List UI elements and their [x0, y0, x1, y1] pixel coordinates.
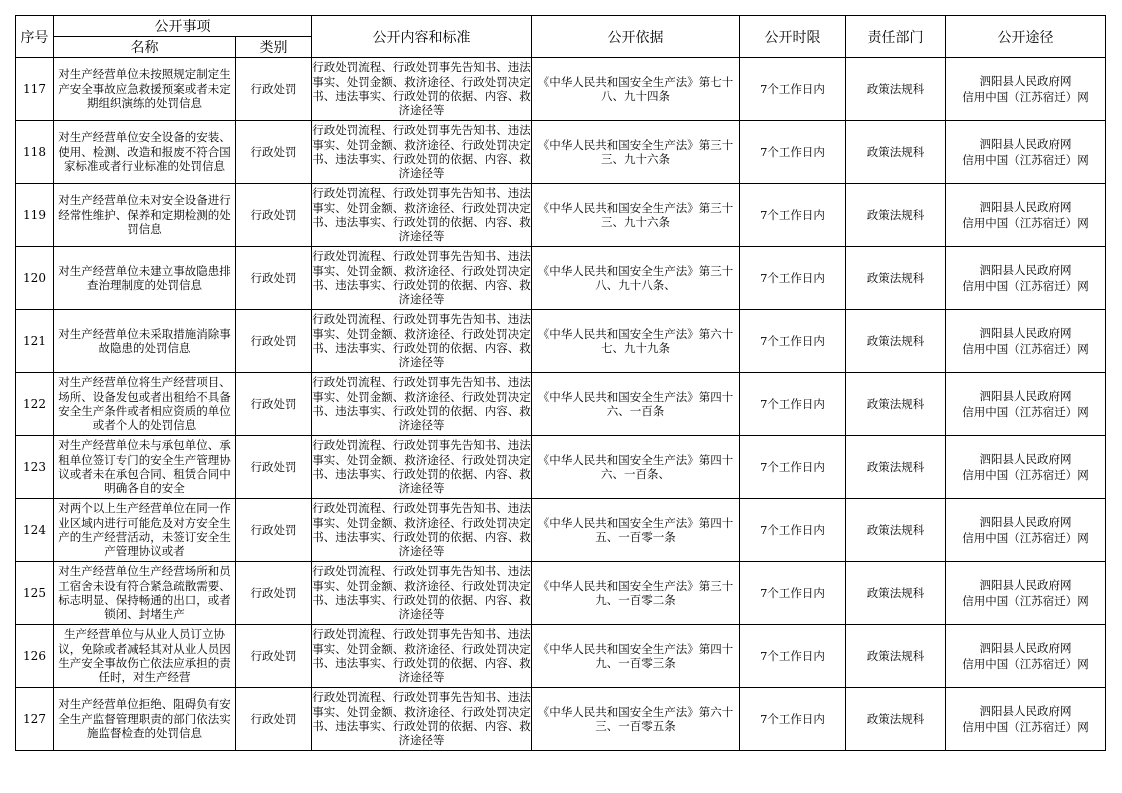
item-name-text: 对两个以上生产经营单位在同一作业区域内进行可能危及对方安全生产的生产经营活动，未签订安全生产管理协议或者 [58, 501, 231, 559]
channel-gov-site: 泗阳县人民政府网 [979, 641, 1072, 655]
item-name-text: 对生产经营单位未对安全设备进行经常性维护、保养和定期检测的处罚信息 [58, 193, 231, 237]
disclosure-content [312, 562, 532, 625]
table-row [16, 625, 1106, 688]
time-limit: 7个工作日内 [740, 184, 846, 247]
header-name: 名称 [54, 37, 236, 58]
item-name-text: 对生产经营单位未按照规定制定生产安全事故应急救援预案或者未定期组织演练的处罚信息 [58, 67, 231, 111]
legal-basis: 《中华人民共和国安全生产法》第六十三、一百零五条 [532, 688, 740, 751]
responsible-department: 政策法规科 [846, 121, 946, 184]
item-category: 行政处罚 [236, 436, 312, 499]
table-row [16, 184, 1106, 247]
channel-gov-site: 泗阳县人民政府网 [979, 263, 1072, 277]
item-name-text: 对生产经营单位未建立事故隐患排查治理制度的处罚信息 [58, 263, 231, 292]
item-category: 行政处罚 [236, 184, 312, 247]
disclosure-content [312, 499, 532, 562]
channel-gov-site: 泗阳县人民政府网 [979, 515, 1072, 529]
row-number: 121 [16, 310, 54, 373]
channel-credit-site: 信用中国（江苏宿迁）网 [962, 405, 1089, 419]
disclosure-content [312, 625, 532, 688]
item-name [54, 247, 236, 310]
responsible-department: 政策法规科 [846, 184, 946, 247]
responsible-department: 政策法规科 [846, 436, 946, 499]
item-category: 行政处罚 [236, 121, 312, 184]
disclosure-content [312, 373, 532, 436]
item-name-text: 对生产经营单位生产经营场所和员工宿舍未设有符合紧急疏散需要、标志明显、保持畅通的出口，或者锁闭、封堵生产 [58, 564, 231, 622]
channel-gov-site: 泗阳县人民政府网 [979, 137, 1072, 151]
item-name-text: 对生产经营单位拒绝、阻碍负有安全生产监督管理职责的部门依法实施监督检查的处罚信息 [58, 697, 231, 741]
row-number: 120 [16, 247, 54, 310]
item-name [54, 58, 236, 121]
disclosure-content-text: 行政处罚流程、行政处罚事先告知书、违法事实、处罚金额、救济途径、行政处罚决定书、违法事实、行政处罚的依据、内容、救济途径等 [312, 312, 531, 370]
channel-credit-site: 信用中国（江苏宿迁）网 [962, 342, 1089, 356]
time-limit: 7个工作日内 [740, 499, 846, 562]
item-name-text: 对生产经营单位安全设备的安装、使用、检测、改造和报废不符合国家标准或者行业标准的处罚信息 [58, 130, 231, 174]
legal-basis: 《中华人民共和国安全生产法》第三十九、一百零二条 [532, 562, 740, 625]
item-category: 行政处罚 [236, 310, 312, 373]
channel-credit-site: 信用中国（江苏宿迁）网 [962, 531, 1089, 545]
responsible-department: 政策法规科 [846, 688, 946, 751]
table-row [16, 247, 1106, 310]
disclosure-content-text: 行政处罚流程、行政处罚事先告知书、违法事实、处罚金额、救济途径、行政处罚决定书、违法事实、行政处罚的依据、内容、救济途径等 [312, 123, 531, 181]
legal-basis: 《中华人民共和国安全生产法》第四十六、一百条 [532, 373, 740, 436]
table-row [16, 562, 1106, 625]
legal-basis: 《中华人民共和国安全生产法》第四十九、一百零三条 [532, 625, 740, 688]
legal-basis: 《中华人民共和国安全生产法》第三十三、九十六条 [532, 121, 740, 184]
time-limit: 7个工作日内 [740, 688, 846, 751]
channel-credit-site: 信用中国（江苏宿迁）网 [962, 657, 1089, 671]
item-name [54, 373, 236, 436]
table-body [16, 58, 1106, 751]
item-name-text: 对生产经营单位将生产经营项目、场所、设备发包或者出租给不具备安全生产条件或者相应资质的单位或者个人的处罚信息 [58, 375, 231, 433]
item-category: 行政处罚 [236, 625, 312, 688]
header-content: 公开内容和标准 [312, 16, 532, 58]
item-category: 行政处罚 [236, 562, 312, 625]
disclosure-content-text: 行政处罚流程、行政处罚事先告知书、违法事实、处罚金额、救济途径、行政处罚决定书、违法事实、行政处罚的依据、内容、救济途径等 [312, 564, 531, 622]
item-name [54, 688, 236, 751]
item-name-text: 对生产经营单位未采取措施消除事故隐患的处罚信息 [58, 326, 231, 355]
table-row [16, 58, 1106, 121]
disclosure-channel [946, 562, 1106, 625]
row-number: 122 [16, 373, 54, 436]
row-number: 123 [16, 436, 54, 499]
item-category: 行政处罚 [236, 499, 312, 562]
disclosure-channel [946, 58, 1106, 121]
channel-gov-site: 泗阳县人民政府网 [979, 326, 1072, 340]
disclosure-content [312, 58, 532, 121]
header-basis: 公开依据 [532, 16, 740, 58]
disclosure-content-text: 行政处罚流程、行政处罚事先告知书、违法事实、处罚金额、救济途径、行政处罚决定书、违法事实、行政处罚的依据、内容、救济途径等 [312, 60, 531, 118]
responsible-department: 政策法规科 [846, 499, 946, 562]
responsible-department: 政策法规科 [846, 310, 946, 373]
item-category: 行政处罚 [236, 247, 312, 310]
disclosure-channel [946, 625, 1106, 688]
disclosure-channel [946, 688, 1106, 751]
disclosure-table [15, 15, 1106, 751]
item-name [54, 499, 236, 562]
item-name [54, 436, 236, 499]
disclosure-content-text: 行政处罚流程、行政处罚事先告知书、违法事实、处罚金额、救济途径、行政处罚决定书、违法事实、行政处罚的依据、内容、救济途径等 [312, 249, 531, 307]
channel-credit-site: 信用中国（江苏宿迁）网 [962, 279, 1089, 293]
item-category: 行政处罚 [236, 688, 312, 751]
legal-basis: 《中华人民共和国安全生产法》第三十三、九十六条 [532, 184, 740, 247]
row-number: 119 [16, 184, 54, 247]
disclosure-content [312, 121, 532, 184]
header-category: 类别 [236, 37, 312, 58]
disclosure-content-text: 行政处罚流程、行政处罚事先告知书、违法事实、处罚金额、救济途径、行政处罚决定书、违法事实、行政处罚的依据、内容、救济途径等 [312, 690, 531, 748]
row-number: 118 [16, 121, 54, 184]
item-name [54, 121, 236, 184]
responsible-department: 政策法规科 [846, 58, 946, 121]
legal-basis: 《中华人民共和国安全生产法》第六十七、九十九条 [532, 310, 740, 373]
disclosure-content [312, 310, 532, 373]
channel-credit-site: 信用中国（江苏宿迁）网 [962, 153, 1089, 167]
disclosure-content [312, 688, 532, 751]
channel-credit-site: 信用中国（江苏宿迁）网 [962, 216, 1089, 230]
disclosure-content-text: 行政处罚流程、行政处罚事先告知书、违法事实、处罚金额、救济途径、行政处罚决定书、违法事实、行政处罚的依据、内容、救济途径等 [312, 186, 531, 244]
disclosure-content [312, 184, 532, 247]
table-row [16, 688, 1106, 751]
time-limit: 7个工作日内 [740, 436, 846, 499]
row-number: 127 [16, 688, 54, 751]
disclosure-content [312, 436, 532, 499]
item-name [54, 310, 236, 373]
header-seq: 序号 [16, 16, 54, 58]
disclosure-content-text: 行政处罚流程、行政处罚事先告知书、违法事实、处罚金额、救济途径、行政处罚决定书、违法事实、行政处罚的依据、内容、救济途径等 [312, 438, 531, 496]
channel-credit-site: 信用中国（江苏宿迁）网 [962, 90, 1089, 104]
channel-gov-site: 泗阳县人民政府网 [979, 704, 1072, 718]
disclosure-content-text: 行政处罚流程、行政处罚事先告知书、违法事实、处罚金额、救济途径、行政处罚决定书、违法事实、行政处罚的依据、内容、救济途径等 [312, 627, 531, 685]
table-row [16, 499, 1106, 562]
table-row [16, 436, 1106, 499]
channel-gov-site: 泗阳县人民政府网 [979, 578, 1072, 592]
channel-gov-site: 泗阳县人民政府网 [979, 452, 1072, 466]
channel-credit-site: 信用中国（江苏宿迁）网 [962, 720, 1089, 734]
item-category: 行政处罚 [236, 58, 312, 121]
disclosure-channel [946, 247, 1106, 310]
item-name [54, 562, 236, 625]
time-limit: 7个工作日内 [740, 562, 846, 625]
channel-credit-site: 信用中国（江苏宿迁）网 [962, 594, 1089, 608]
row-number: 124 [16, 499, 54, 562]
header-channel: 公开途径 [946, 16, 1106, 58]
time-limit: 7个工作日内 [740, 625, 846, 688]
responsible-department: 政策法规科 [846, 247, 946, 310]
header-department: 责任部门 [846, 16, 946, 58]
header-public-item: 公开事项 [54, 16, 312, 37]
disclosure-content [312, 247, 532, 310]
item-name [54, 625, 236, 688]
table-row [16, 310, 1106, 373]
disclosure-content-text: 行政处罚流程、行政处罚事先告知书、违法事实、处罚金额、救济途径、行政处罚决定书、违法事实、行政处罚的依据、内容、救济途径等 [312, 501, 531, 559]
disclosure-content-text: 行政处罚流程、行政处罚事先告知书、违法事实、处罚金额、救济途径、行政处罚决定书、违法事实、行政处罚的依据、内容、救济途径等 [312, 375, 531, 433]
responsible-department: 政策法规科 [846, 625, 946, 688]
row-number: 126 [16, 625, 54, 688]
table-row [16, 373, 1106, 436]
legal-basis: 《中华人民共和国安全生产法》第七十八、九十四条 [532, 58, 740, 121]
disclosure-channel [946, 184, 1106, 247]
time-limit: 7个工作日内 [740, 58, 846, 121]
channel-gov-site: 泗阳县人民政府网 [979, 74, 1072, 88]
table-row [16, 121, 1106, 184]
time-limit: 7个工作日内 [740, 373, 846, 436]
time-limit: 7个工作日内 [740, 247, 846, 310]
disclosure-channel [946, 373, 1106, 436]
legal-basis: 《中华人民共和国安全生产法》第四十五、一百零一条 [532, 499, 740, 562]
legal-basis: 《中华人民共和国安全生产法》第三十八、九十八条、 [532, 247, 740, 310]
item-name-text: 对生产经营单位未与承包单位、承租单位签订专门的安全生产管理协议或者未在承包合同、租赁合同中明确各自的安全 [58, 438, 231, 496]
time-limit: 7个工作日内 [740, 310, 846, 373]
row-number: 117 [16, 58, 54, 121]
item-name-text: 生产经营单位与从业人员订立协议，免除或者减轻其对从业人员因生产安全事故伤亡依法应承担的责任时，对生产经营 [58, 627, 231, 685]
header-time-limit: 公开时限 [740, 16, 846, 58]
channel-credit-site: 信用中国（江苏宿迁）网 [962, 468, 1089, 482]
responsible-department: 政策法规科 [846, 562, 946, 625]
item-category: 行政处罚 [236, 373, 312, 436]
disclosure-channel [946, 436, 1106, 499]
row-number: 125 [16, 562, 54, 625]
disclosure-channel [946, 121, 1106, 184]
responsible-department: 政策法规科 [846, 373, 946, 436]
disclosure-channel [946, 310, 1106, 373]
channel-gov-site: 泗阳县人民政府网 [979, 200, 1072, 214]
disclosure-channel [946, 499, 1106, 562]
item-name [54, 184, 236, 247]
time-limit: 7个工作日内 [740, 121, 846, 184]
channel-gov-site: 泗阳县人民政府网 [979, 389, 1072, 403]
legal-basis: 《中华人民共和国安全生产法》第四十六、一百条、 [532, 436, 740, 499]
